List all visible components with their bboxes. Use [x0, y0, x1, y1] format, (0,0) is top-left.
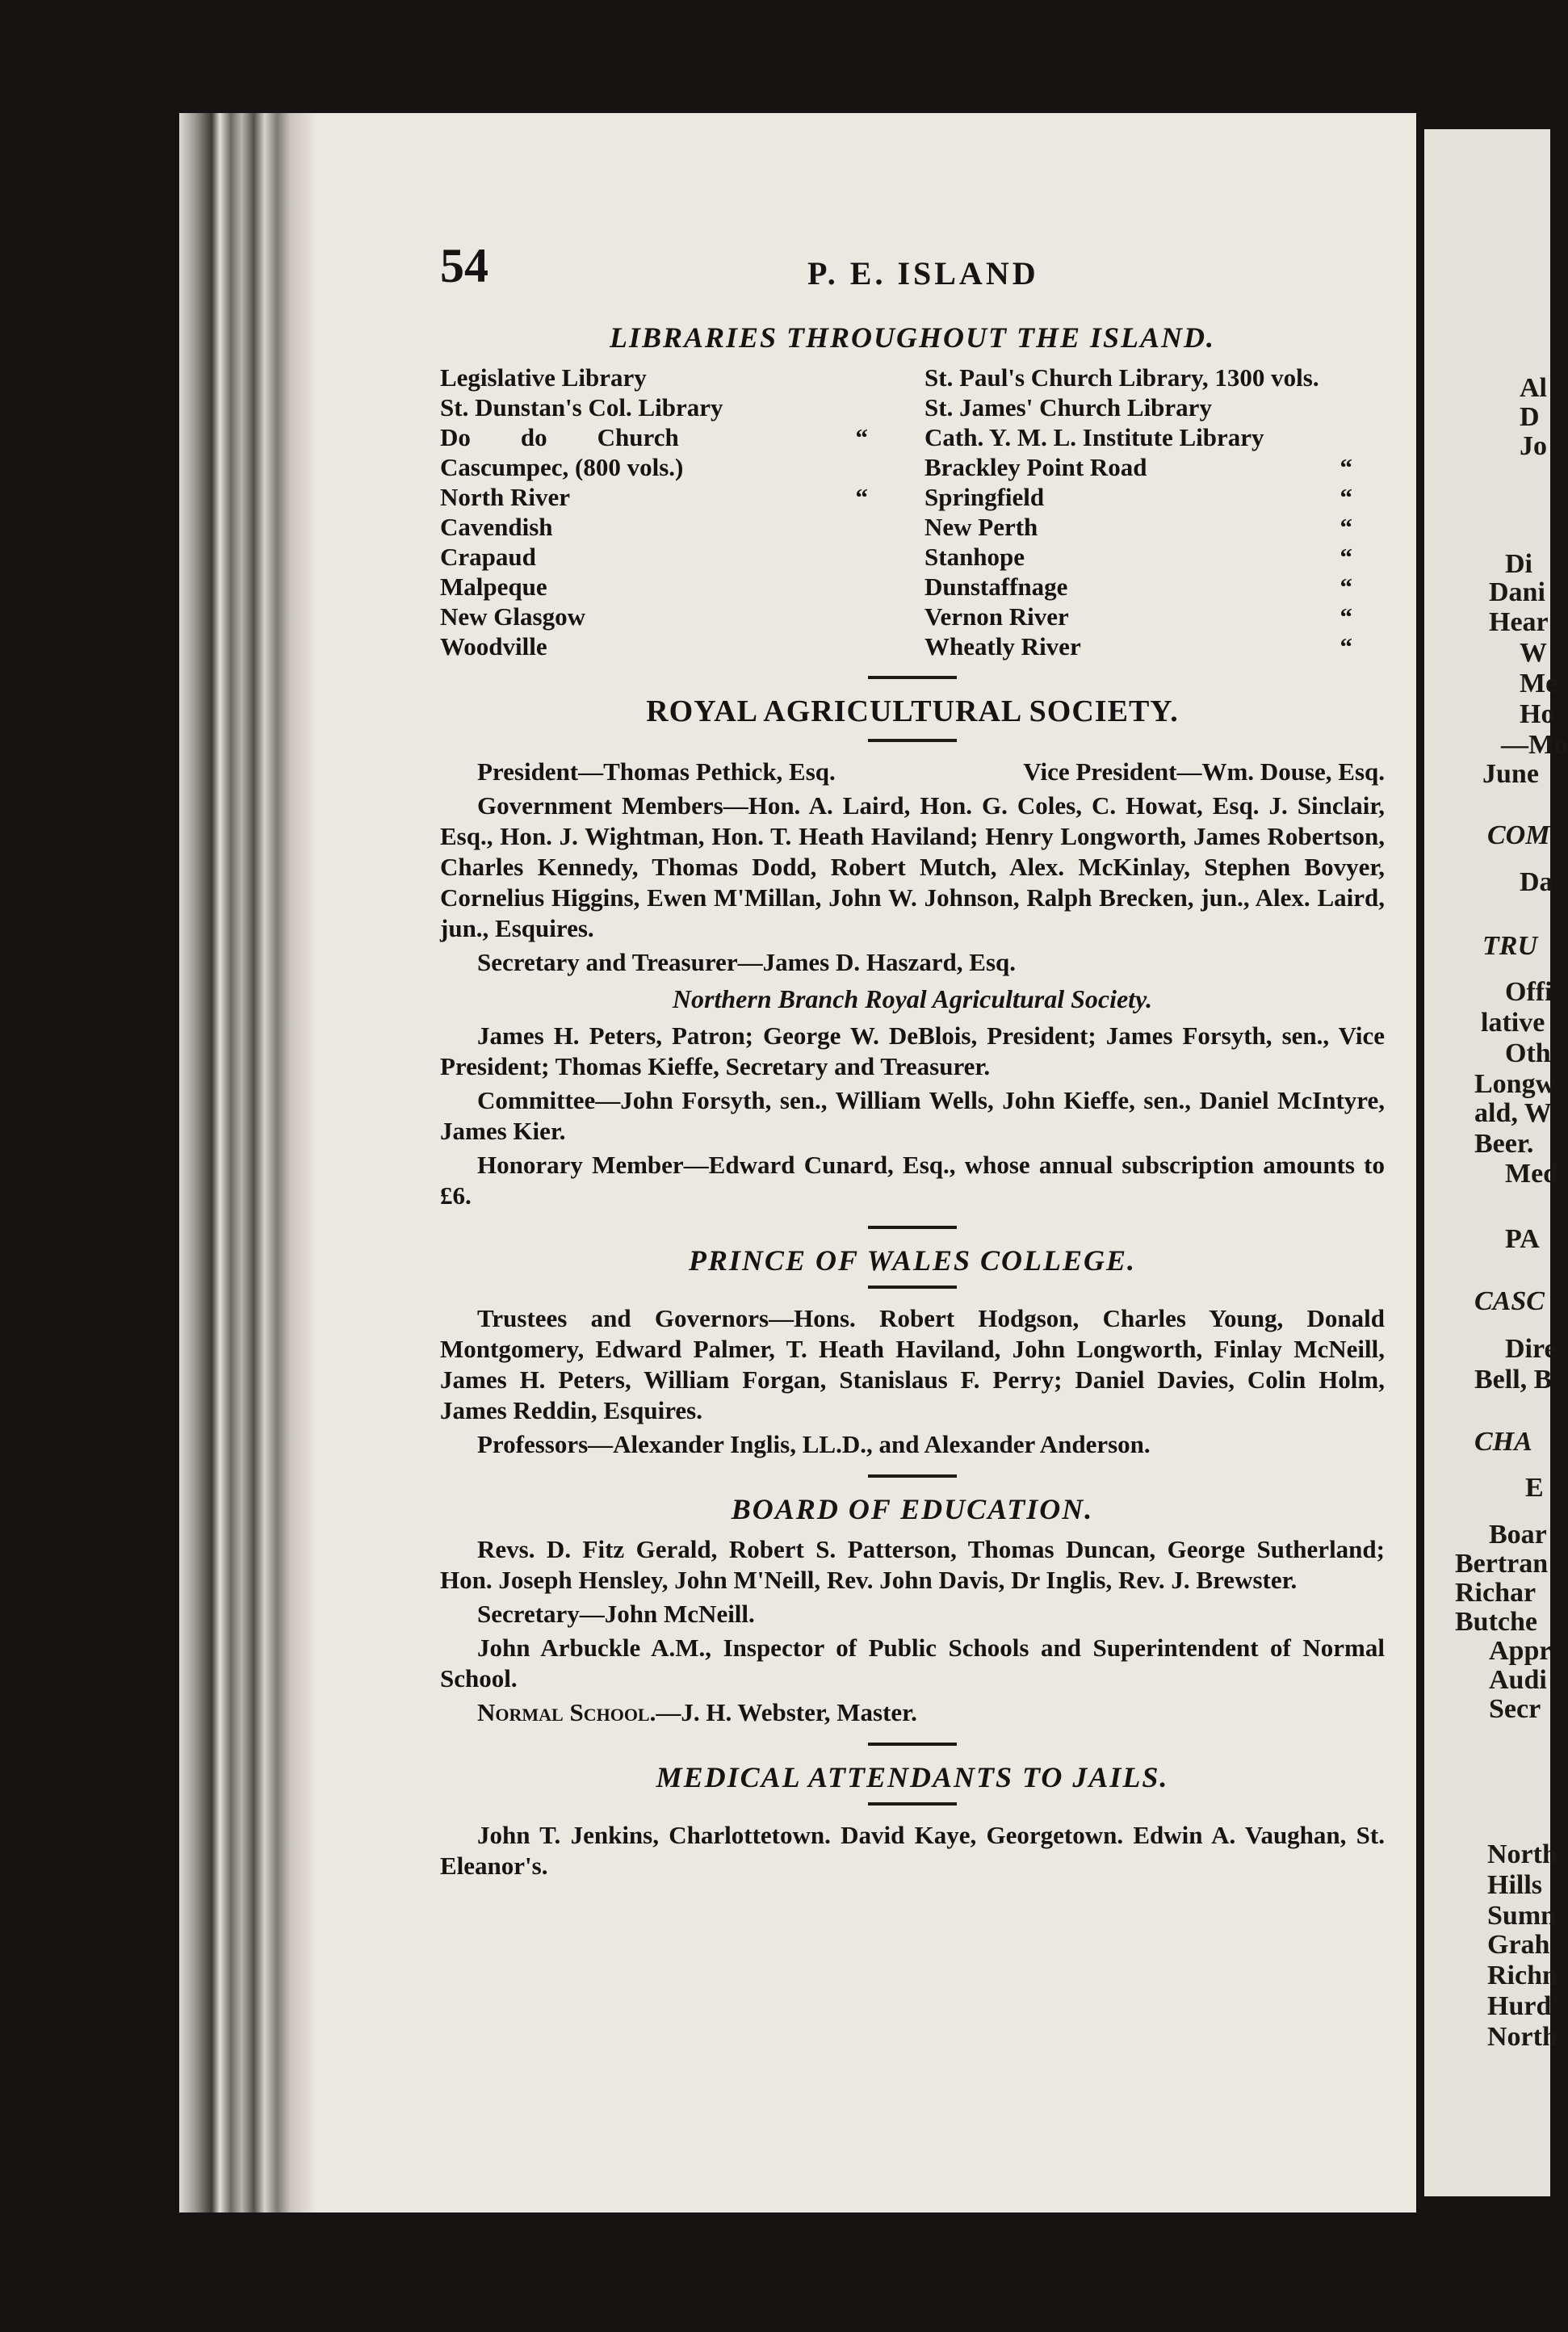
library-name: St. Paul's Church Library, 1300 vols.: [924, 363, 1319, 392]
ditto-mark: [868, 392, 900, 422]
ditto-mark: [1352, 392, 1385, 422]
government-members: Government Members—Hon. A. Laird, Hon. G. Coles, C. Howat, Esq. J. Sinclair, Esq., Hon. J. Wightman, Hon. T. Heath Haviland; Henry Longworth, James Robertson, Charles Kennedy, Thomas Dodd, Robert Mutch, Alex. McKinlay, Stephen Bovyer, Cornelius Higgins, Ewen M'Millan, John W. Johnson, Ralph Brecken, jun., Alex. Laird, jun., Esquires.: [440, 791, 1385, 942]
facing-fragment: Ho: [1520, 699, 1555, 729]
library-name: North River: [440, 483, 570, 511]
school-inspector: John Arbuckle A.M., Inspector of Public Schools and Superintendent of Normal School.: [440, 1634, 1385, 1692]
book-spine: [179, 113, 315, 2212]
facing-fragment: Bertran: [1455, 1549, 1549, 1579]
facing-fragment: North: [1487, 1839, 1558, 1869]
page-header: [440, 222, 1385, 311]
library-name: Woodville: [440, 632, 547, 661]
facing-fragment: W: [1520, 638, 1547, 668]
normal-school-label: Normal School.: [477, 1698, 656, 1726]
facing-fragment: Da: [1520, 867, 1553, 897]
facing-fragment: TRU: [1482, 931, 1537, 961]
library-item: [924, 602, 1385, 631]
libraries-heading: LIBRARIES THROUGHOUT THE ISLAND.: [609, 321, 1216, 354]
library-item: [924, 572, 1385, 602]
library-name: Springfield: [924, 483, 1045, 511]
library-item: [440, 512, 900, 542]
libraries-right-column: [924, 363, 1385, 661]
ditto-mark: [868, 631, 900, 661]
libraries-list: [440, 363, 1385, 661]
library-name: Cath. Y. M. L. Institute Library: [924, 423, 1264, 451]
facing-fragment: COM: [1487, 820, 1550, 850]
education-members: Revs. D. Fitz Gerald, Robert S. Patterson, Thomas Duncan, George Sutherland; Hon. Joseph Hensley, John M'Neill, Rev. John Davis, Dr Inglis, Rev. J. Brewster.: [440, 1535, 1385, 1594]
vice-president-line: Vice President—Wm. Douse, Esq.: [1023, 757, 1385, 786]
education-secretary: Secretary—John McNeill.: [477, 1600, 755, 1628]
ditto-mark: [868, 542, 900, 572]
library-item: [440, 542, 900, 572]
library-name: Brackley Point Road: [924, 453, 1147, 481]
facing-page: [1424, 129, 1568, 2196]
ditto-mark: [1352, 363, 1385, 392]
northern-committee: Committee—John Forsyth, sen., William Wells, John Kieffe, sen., Daniel McIntyre, James Kier.: [440, 1086, 1385, 1145]
ditto-mark: “: [1340, 453, 1352, 481]
ditto-mark: [868, 602, 900, 631]
facing-fragment: CHA: [1474, 1427, 1532, 1457]
facing-fragment: Offi: [1505, 977, 1553, 1007]
library-item: [924, 542, 1385, 572]
ditto-mark: “: [1340, 573, 1352, 601]
running-head: P. E. ISLAND: [807, 255, 1039, 292]
honorary-member: Honorary Member—Edward Cunard, Esq., whose annual subscription amounts to £6.: [440, 1151, 1385, 1210]
president-line: President—Thomas Pethick, Esq.: [477, 757, 836, 786]
library-item: [440, 392, 900, 422]
college-heading: PRINCE OF WALES COLLEGE.: [688, 1244, 1137, 1277]
northern-branch-heading: Northern Branch Royal Agricultural Society.: [672, 984, 1153, 1013]
college-trustees: Trustees and Governors—Hons. Robert Hodgson, Charles Young, Donald Montgomery, Edward Palmer, T. Heath Haviland, John Longworth, Finlay McNeill, James H. Peters, William Forgan, Stanislaus F. Perry; Daniel Davies, Colin Holm, James Reddin, Esquires.: [440, 1304, 1385, 1424]
facing-fragment: Bell, B: [1474, 1365, 1553, 1395]
facing-fragment: Beer.: [1474, 1129, 1534, 1159]
library-item: [440, 631, 900, 661]
facing-fragment: North: [1487, 2022, 1558, 2052]
facing-fragment: Oth: [1505, 1038, 1551, 1068]
library-item: [924, 452, 1385, 482]
ditto-mark: “: [1340, 632, 1352, 661]
library-name: Stanhope: [924, 543, 1025, 571]
facing-fragment: D: [1520, 402, 1540, 432]
facing-fragment: Appr: [1489, 1636, 1552, 1666]
agricultural-heading: ROYAL AGRICULTURAL SOCIETY.: [646, 694, 1179, 728]
facing-fragment: Audi: [1489, 1665, 1547, 1695]
library-item: [440, 602, 900, 631]
facing-fragment: Richar: [1455, 1578, 1537, 1608]
facing-fragment: Hear: [1489, 607, 1549, 637]
ditto-mark: “: [1340, 602, 1352, 631]
facing-fragment: Med: [1505, 1159, 1559, 1189]
facing-fragment: Al: [1520, 373, 1547, 403]
library-item: [440, 422, 900, 452]
ditto-mark: “: [1340, 483, 1352, 511]
facing-fragment: Secr: [1489, 1694, 1541, 1724]
facing-fragment: lative: [1481, 1008, 1545, 1038]
agricultural-secretary: Secretary and Treasurer—James D. Haszard, Esq.: [477, 948, 1017, 976]
facing-fragment: PA: [1505, 1224, 1540, 1254]
library-name: Dunstaffnage: [924, 573, 1068, 601]
library-name: Malpeque: [440, 573, 547, 601]
facing-fragment: Hurd': [1487, 1991, 1559, 2021]
page-content: [440, 222, 1385, 1885]
agricultural-officers: [440, 757, 1385, 787]
medical-heading: MEDICAL ATTENDANTS TO JAILS.: [656, 1761, 1169, 1793]
library-item: [440, 572, 900, 602]
library-item: [924, 422, 1385, 452]
library-name: Cavendish: [440, 513, 553, 541]
ditto-mark: [868, 512, 900, 542]
library-name: New Glasgow: [440, 602, 585, 631]
library-item: [924, 392, 1385, 422]
facing-fragment: Boar: [1489, 1520, 1547, 1550]
library-name: St. Dunstan's Col. Library: [440, 393, 723, 422]
facing-fragment: Longw: [1474, 1069, 1556, 1099]
library-item: [924, 631, 1385, 661]
library-item: [440, 363, 900, 392]
ditto-mark: [1352, 422, 1385, 452]
library-name: Wheatly River: [924, 632, 1081, 661]
library-name: Cascumpec, (800 vols.): [440, 453, 684, 481]
facing-fragment: June: [1482, 759, 1539, 789]
library-item: [924, 482, 1385, 512]
facing-fragment: Dire: [1505, 1334, 1557, 1364]
ditto-mark: [868, 452, 900, 482]
ditto-mark: “: [855, 483, 868, 511]
facing-fragment: Richn: [1487, 1961, 1558, 1990]
facing-fragment: Di: [1505, 549, 1532, 579]
facing-fragment: —Mo: [1501, 730, 1568, 760]
facing-fragment: Butche: [1455, 1607, 1537, 1637]
facing-fragment: Grah: [1487, 1930, 1550, 1960]
education-heading: BOARD OF EDUCATION.: [731, 1493, 1094, 1525]
facing-fragment: Dani: [1489, 577, 1545, 607]
ditto-mark: “: [1340, 513, 1352, 541]
ditto-mark: “: [1340, 543, 1352, 571]
facing-fragment: ald, W: [1474, 1098, 1552, 1128]
library-name: St. James' Church Library: [924, 393, 1212, 422]
library-name: Legislative Library: [440, 363, 647, 392]
college-professors: Professors—Alexander Inglis, LL.D., and Alexander Anderson.: [477, 1430, 1151, 1458]
facing-fragment: Hills: [1487, 1870, 1543, 1900]
section-divider: [868, 739, 957, 742]
ditto-mark: [868, 363, 900, 392]
facing-fragment: Me: [1520, 669, 1558, 698]
normal-school: [440, 1697, 1385, 1728]
facing-fragment: CASC: [1474, 1286, 1545, 1316]
section-divider: [868, 1802, 957, 1806]
section-divider: [868, 1743, 957, 1746]
normal-school-master: —J. H. Webster, Master.: [656, 1698, 917, 1726]
ditto-mark: [868, 572, 900, 602]
medical-attendants: John T. Jenkins, Charlottetown. David Kaye, Georgetown. Edwin A. Vaughan, St. Eleanor's.: [440, 1821, 1385, 1880]
section-divider: [868, 676, 957, 679]
page-number: 54: [440, 239, 488, 292]
ditto-mark: “: [855, 423, 868, 451]
section-divider: [868, 1286, 957, 1289]
library-name: New Perth: [924, 513, 1038, 541]
section-divider: [868, 1226, 957, 1229]
facing-fragment: Sumn: [1487, 1901, 1557, 1931]
facing-fragment: Jo: [1520, 431, 1547, 461]
library-item: [924, 512, 1385, 542]
library-name: Crapaud: [440, 543, 536, 571]
library-name: Do do Church: [440, 423, 679, 451]
library-name: Vernon River: [924, 602, 1069, 631]
facing-fragment: E: [1525, 1473, 1544, 1503]
section-divider: [868, 1474, 957, 1478]
library-item: [440, 482, 900, 512]
library-item: [924, 363, 1385, 392]
northern-officers: James H. Peters, Patron; George W. DeBlois, President; James Forsyth, sen., Vice President; Thomas Kieffe, Secretary and Treasurer.: [440, 1021, 1385, 1080]
library-item: [440, 452, 900, 482]
libraries-left-column: [440, 363, 900, 661]
